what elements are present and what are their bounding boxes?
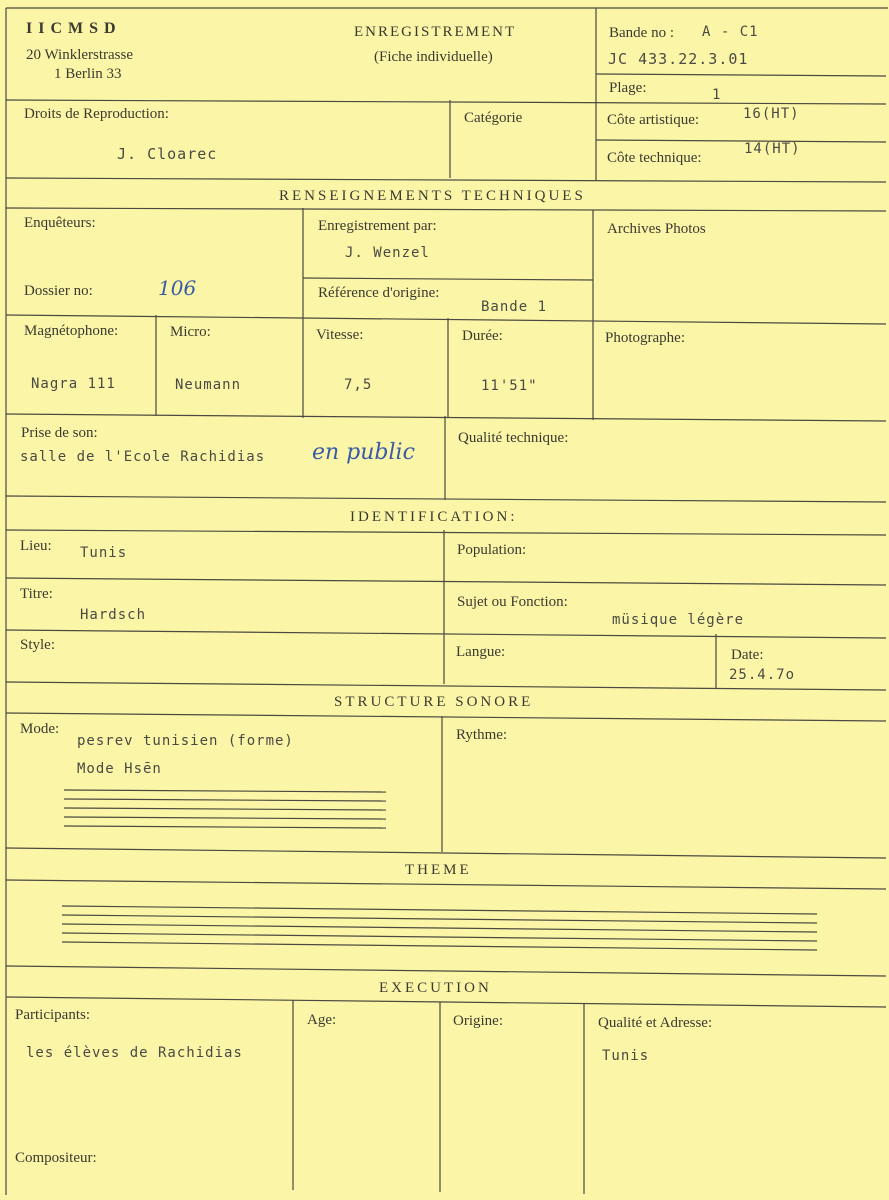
mode-label: Mode: <box>20 721 60 737</box>
reference-label: Référence d'origine: <box>318 285 440 301</box>
date-value: 25.4.7o <box>729 667 796 683</box>
duree-label: Durée: <box>462 328 503 344</box>
style-label: Style: <box>20 637 56 653</box>
origine-label: Origine: <box>453 1013 503 1029</box>
bande-value: A - C1 <box>702 24 759 40</box>
cote-technique-value: 14(HT) <box>744 141 801 157</box>
sujet-label: Sujet ou Fonction: <box>457 594 568 610</box>
plage-value: 1 <box>712 87 722 103</box>
magnetophone-label: Magnétophone: <box>24 323 119 339</box>
archives-photos-label: Archives Photos <box>607 221 706 237</box>
mode-value-name: Mode Hsēn <box>77 761 162 777</box>
titre-value: Hardsch <box>80 607 147 623</box>
vitesse-value: 7,5 <box>344 377 373 393</box>
rythme-label: Rythme: <box>456 727 508 743</box>
categorie-label: Catégorie <box>464 110 523 126</box>
prise-de-son-label: Prise de son: <box>21 425 98 441</box>
titre-label: Titre: <box>20 586 53 602</box>
qualite-technique-label: Qualité technique: <box>458 430 569 446</box>
qualite-adresse-label: Qualité et Adresse: <box>598 1015 713 1031</box>
participants-label: Participants: <box>15 1007 90 1023</box>
lieu-value: Tunis <box>80 545 128 561</box>
date-label: Date: <box>731 647 764 663</box>
population-label: Population: <box>457 542 527 558</box>
cote-technique-label: Côte technique: <box>607 150 702 166</box>
form-subtitle: (Fiche individuelle) <box>374 49 493 65</box>
dossier-label: Dossier no: <box>24 283 93 299</box>
duree-value: 11'51" <box>481 378 538 394</box>
magnetophone-value: Nagra 111 <box>31 376 116 392</box>
langue-label: Langue: <box>456 644 506 660</box>
section-renseignements: RENSEIGNEMENTS TECHNIQUES <box>279 188 586 204</box>
age-label: Age: <box>307 1012 337 1028</box>
enregistrement-par-label: Enregistrement par: <box>318 218 437 234</box>
sujet-value: müsique légère <box>612 612 745 628</box>
section-structure-sonore: STRUCTURE SONORE <box>334 694 534 710</box>
droits-label: Droits de Reproduction: <box>24 106 169 122</box>
cote-artistique-value: 16(HT) <box>743 106 800 122</box>
vitesse-label: Vitesse: <box>316 327 364 343</box>
section-execution: EXECUTION <box>379 980 492 996</box>
address-line-2: 1 Berlin 33 <box>54 66 122 82</box>
section-identification: IDENTIFICATION: <box>350 509 518 525</box>
prise-de-son-handwritten: en public <box>312 440 415 465</box>
prise-de-son-value: salle de l'Ecole Rachidias <box>20 449 266 465</box>
reference-value: Bande 1 <box>481 299 548 315</box>
photographe-label: Photographe: <box>605 330 685 346</box>
enregistrement-par-value: J. Wenzel <box>345 245 430 261</box>
cote-artistique-label: Côte artistique: <box>607 112 700 128</box>
jc-number: JC 433.22.3.01 <box>608 50 749 68</box>
qualite-adresse-value: Tunis <box>602 1048 650 1064</box>
form-title: ENREGISTREMENT <box>354 24 517 40</box>
micro-value: Neumann <box>175 377 242 393</box>
dossier-value-handwritten: 106 <box>158 276 197 300</box>
compositeur-label: Compositeur: <box>15 1150 97 1166</box>
lieu-label: Lieu: <box>20 538 52 554</box>
org-logo: IICMSD <box>26 20 122 37</box>
micro-label: Micro: <box>170 324 211 340</box>
droits-value: J. Cloarec <box>117 145 218 163</box>
bande-label: Bande no : <box>609 25 674 41</box>
address-line-1: 20 Winklerstrasse <box>26 47 134 63</box>
section-theme: THEME <box>405 862 472 878</box>
mode-value-form: pesrev tunisien (forme) <box>77 733 294 749</box>
participants-value: les élèves de Rachidias <box>26 1045 243 1061</box>
enqueteurs-label: Enquêteurs: <box>24 215 96 231</box>
plage-label: Plage: <box>609 80 647 96</box>
